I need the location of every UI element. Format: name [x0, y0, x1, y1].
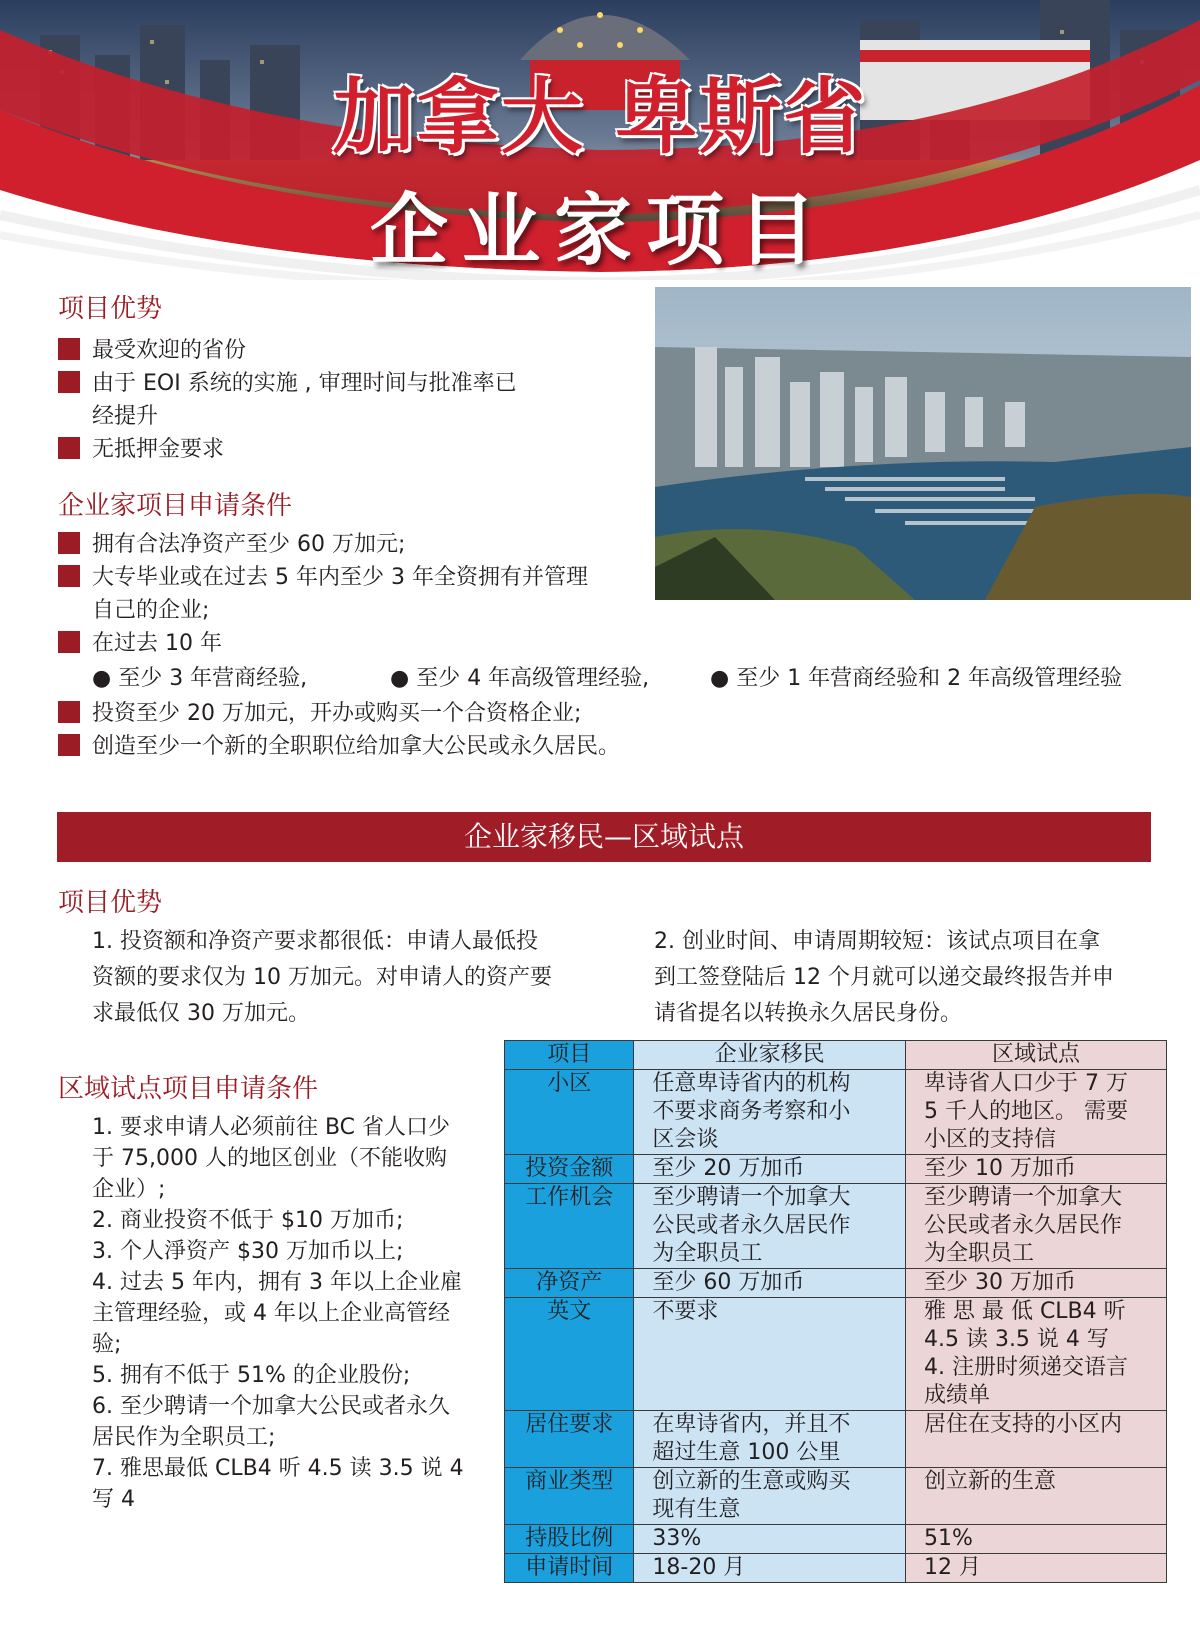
bullet-dot-icon: ●: [710, 666, 730, 691]
list-item: 2. 商业投资不低于 $10 万加币;: [92, 1208, 404, 1233]
table-cell: 任意卑诗省内的机构 不要求商务考察和小 区会谈: [634, 1070, 906, 1155]
list-item: 居民作为全职员工;: [92, 1425, 276, 1450]
advantage-item: 最受欢迎的省份: [58, 334, 246, 367]
bullet-square-icon: [58, 532, 80, 554]
table-row-label: 投资金额: [505, 1155, 634, 1184]
bullet-dot-icon: ●: [92, 666, 112, 691]
table-row-label: 净资产: [505, 1269, 634, 1298]
bullet-square-icon: [58, 565, 80, 587]
table-row-label: 商业类型: [505, 1468, 634, 1525]
comparison-table: [504, 1040, 1167, 1583]
table-row-label: 英文: [505, 1298, 634, 1411]
table-cell: 至少 30 万加币: [905, 1269, 1166, 1298]
main-title-line2: 企业家项目: [369, 186, 830, 276]
table-cell: 51%: [905, 1525, 1166, 1554]
table-row: [505, 1155, 1167, 1184]
experience-option: ● 至少 1 年营商经验和 2 年高级管理经验: [710, 666, 1123, 691]
table-cell: 至少 60 万加币: [634, 1269, 906, 1298]
table-cell: 至少聘请一个加拿大 公民或者永久居民作 为全职员工: [634, 1184, 906, 1269]
table-row: [505, 1298, 1167, 1411]
table-header-cell: 区域试点: [905, 1041, 1166, 1070]
requirement-item: 在过去 10 年: [58, 627, 222, 660]
advantage-item: 无抵押金要求: [58, 433, 224, 466]
requirement-item: 投资至少 20 万加元，开办或购买一个合资格企业;: [58, 697, 581, 730]
table-cell: 创立新的生意或购买 现有生意: [634, 1468, 906, 1525]
table-header-row: [505, 1041, 1167, 1070]
list-item: 6. 至少聘请一个加拿大公民或者永久: [92, 1394, 450, 1419]
table-cell: 不要求: [634, 1298, 906, 1411]
list-item: 1. 要求申请人必须前往 BC 省人口少: [92, 1115, 451, 1140]
list-item: 主管理经验，或 4 年以上企业高管经: [92, 1301, 450, 1326]
list-item: 于 75,000 人的地区创业（不能收购: [92, 1146, 447, 1171]
advantage-item-continued: 经提升: [92, 404, 159, 429]
table-row-label: 居住要求: [505, 1411, 634, 1468]
requirement-item: 创造至少一个新的全职职位给加拿大公民或永久居民。: [58, 730, 620, 763]
section2-advantages-heading: 项目优势: [58, 888, 163, 918]
table-row-label: 申请时间: [505, 1554, 634, 1583]
advantage-paragraph-2: 2. 创业时间、申请周期较短：该试点项目在拿 到工签登陆后 12 个月就可以递交最终报告并申 请省提名以转换永久居民身份。: [654, 929, 1114, 1026]
bullet-square-icon: [58, 631, 80, 653]
table-cell: 至少 10 万加币: [905, 1155, 1166, 1184]
main-title-line1: 加拿大 卑斯省: [332, 70, 868, 165]
list-item: 验;: [92, 1332, 122, 1357]
experience-option: ● 至少 4 年高级管理经验,: [390, 666, 650, 691]
section2-title-bar: 企业家移民—区域试点: [57, 812, 1151, 862]
list-item: 3. 个人淨资产 $30 万加币以上;: [92, 1239, 404, 1264]
table-row: [505, 1525, 1167, 1554]
bullet-square-icon: [58, 701, 80, 723]
list-item: 写 4: [92, 1487, 135, 1512]
table-row: [505, 1070, 1167, 1155]
bullet-square-icon: [58, 338, 80, 360]
advantage-item: 由于 EOI 系统的实施 , 审理时间与批准率已: [58, 367, 517, 400]
bullet-dot-icon: ●: [390, 666, 410, 691]
table-cell: 居住在支持的小区内: [905, 1411, 1166, 1468]
section1-requirements-heading: 企业家项目申请条件: [58, 491, 293, 521]
list-item: 7. 雅思最低 CLB4 听 4.5 读 3.5 说 4: [92, 1456, 464, 1481]
table-cell: 至少聘请一个加拿大 公民或者永久居民作 为全职员工: [905, 1184, 1166, 1269]
table-cell: 33%: [634, 1525, 906, 1554]
pilot-requirements-list: [92, 1112, 492, 1515]
list-item: 5. 拥有不低于 51% 的企业股份;: [92, 1363, 411, 1388]
table-cell: 卑诗省人口少于 7 万 5 千人的地区。 需要 小区的支持信: [905, 1070, 1166, 1155]
table-row: [505, 1554, 1167, 1583]
requirement-item: 拥有合法净资产至少 60 万加元;: [58, 528, 405, 561]
table-row-label: 持股比例: [505, 1525, 634, 1554]
bullet-square-icon: [58, 371, 80, 393]
bullet-square-icon: [58, 437, 80, 459]
header-banner: [0, 0, 1200, 280]
table-row-label: 小区: [505, 1070, 634, 1155]
table-row: [505, 1468, 1167, 1525]
section2-requirements-heading: 区域试点项目申请条件: [58, 1074, 319, 1104]
requirement-item-continued: 自己的企业;: [92, 598, 210, 623]
table-row: [505, 1184, 1167, 1269]
section1-advantages-heading: 项目优势: [58, 294, 163, 324]
bullet-square-icon: [58, 734, 80, 756]
table-cell: 创立新的生意: [905, 1468, 1166, 1525]
list-item: 企业）;: [92, 1177, 166, 1202]
table-header-cell: 项目: [505, 1041, 634, 1070]
table-cell: 12 月: [905, 1554, 1166, 1583]
advantage-paragraph-1: 1. 投资额和净资产要求都很低：申请人最低投 资额的要求仅为 10 万加元。对申请人的资产要 求最低仅 30 万加元。: [92, 929, 552, 1026]
requirement-item: 大专毕业或在过去 5 年内至少 3 年全资拥有并管理: [58, 561, 588, 594]
experience-option: ● 至少 3 年营商经验,: [92, 666, 308, 691]
table-row: [505, 1411, 1167, 1468]
table-cell: 至少 20 万加币: [634, 1155, 906, 1184]
table-cell: 在卑诗省内，并且不 超过生意 100 公里: [634, 1411, 906, 1468]
table-row: [505, 1269, 1167, 1298]
list-item: 4. 过去 5 年内，拥有 3 年以上企业雇: [92, 1270, 462, 1295]
table-header-cell: 企业家移民: [634, 1041, 906, 1070]
vancouver-skyline-photo: [655, 287, 1191, 600]
table-cell: 18-20 月: [634, 1554, 906, 1583]
table-row-label: 工作机会: [505, 1184, 634, 1269]
table-cell: 雅 思 最 低 CLB4 听 4.5 读 3.5 说 4 写 4. 注册时须递交语言 成绩单: [905, 1298, 1166, 1411]
